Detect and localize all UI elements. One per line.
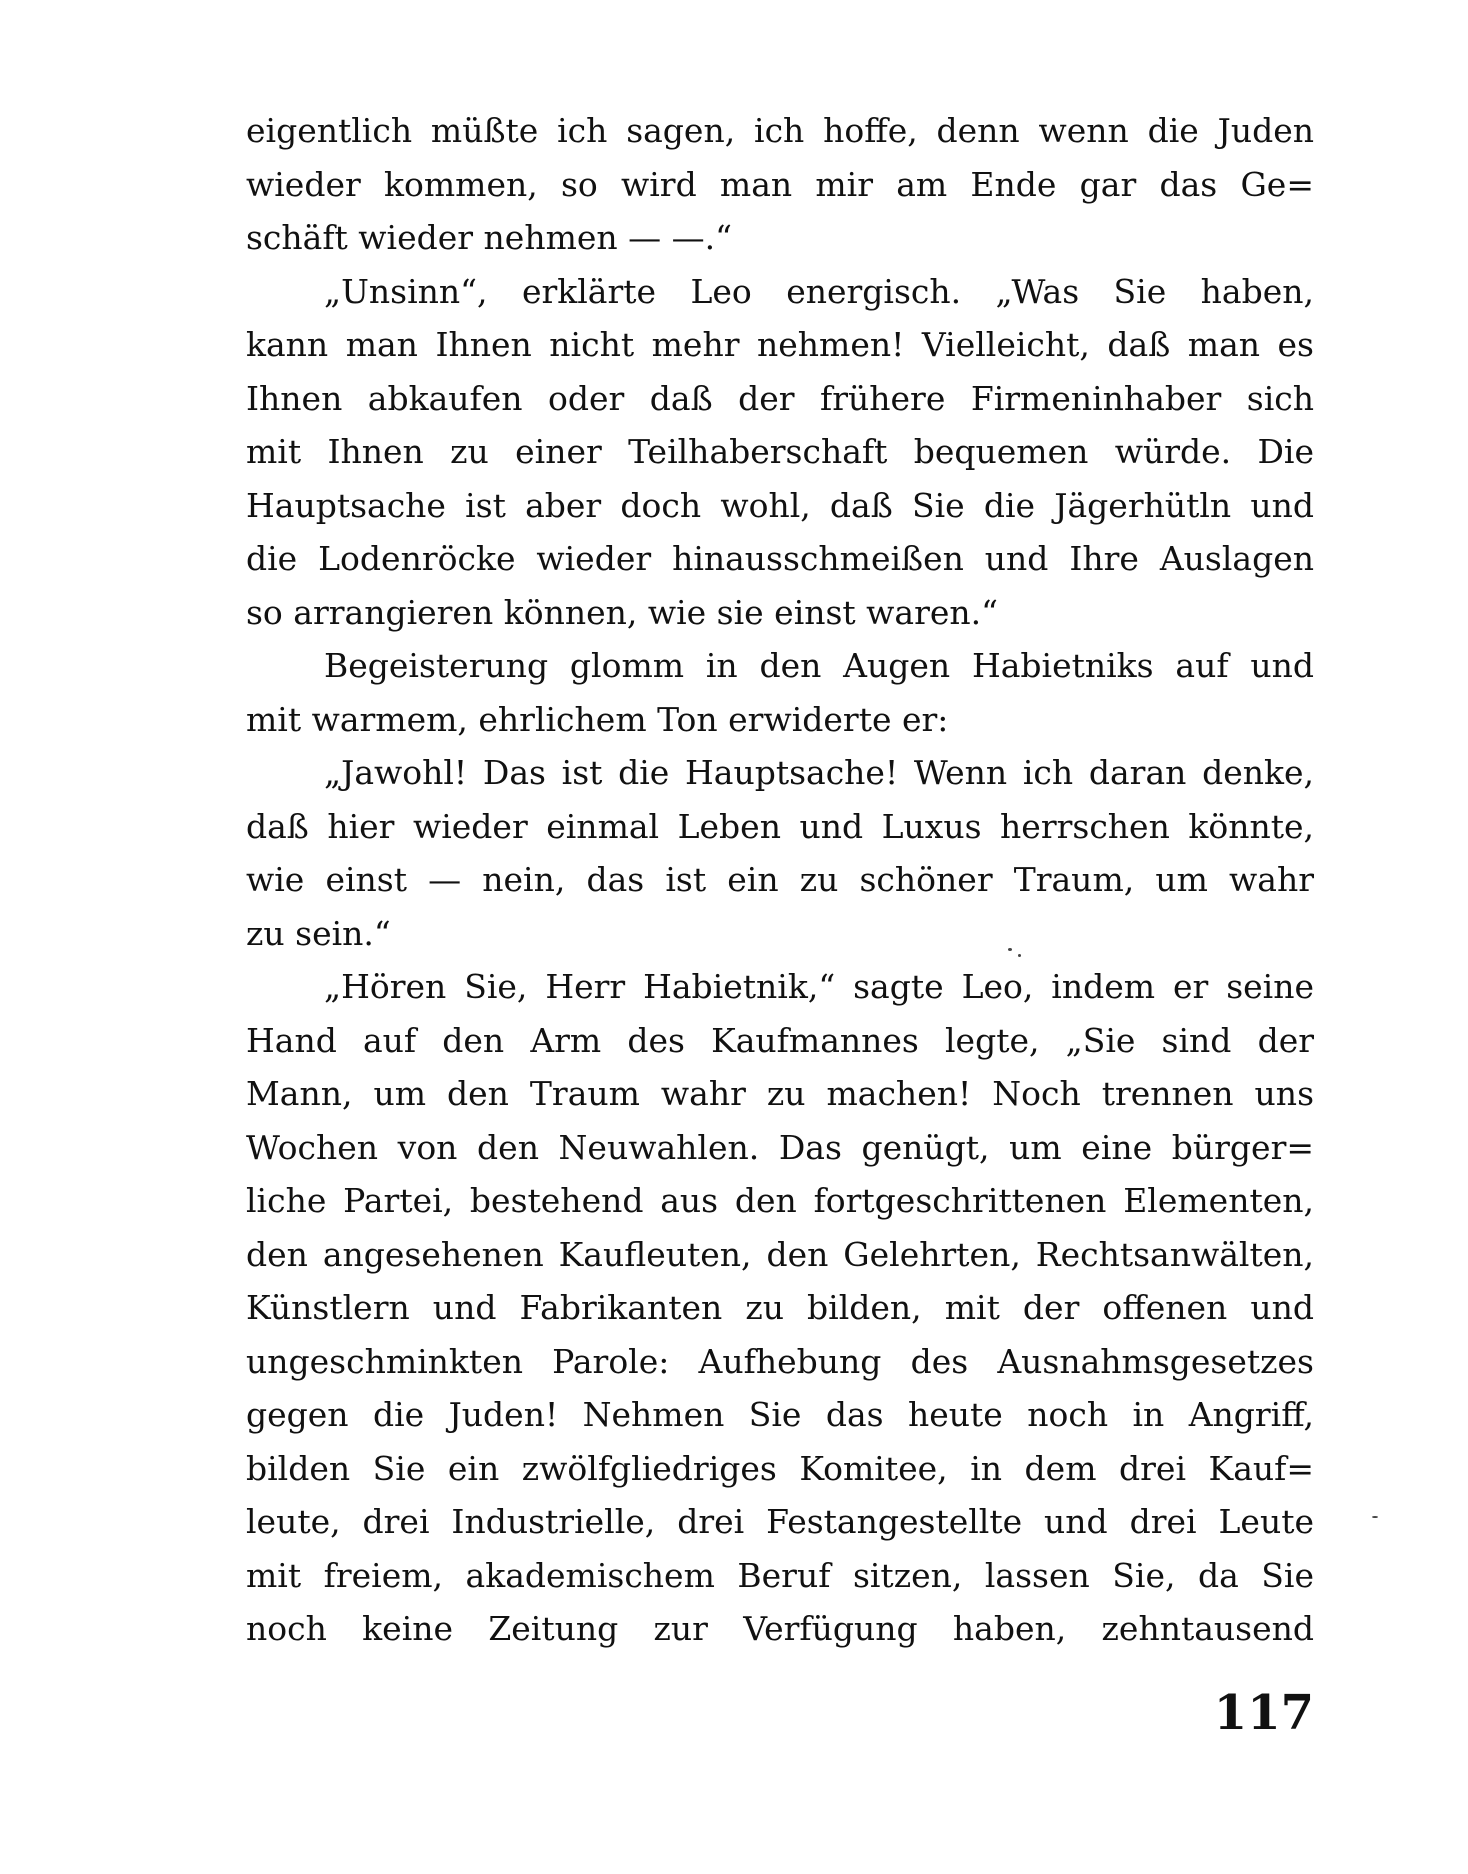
text-line: mit warmem, ehrlichem Ton erwiderte er:: [246, 699, 949, 739]
text-line: Künstlern und Fabrikanten zu bilden, mit der offenen und: [246, 1288, 1314, 1327]
text-line: gegen die Juden! Nehmen Sie das heute noch in Angriff,: [246, 1395, 1314, 1434]
text-line: so arrangieren können, wie sie einst waren.“: [246, 592, 999, 632]
text-line: ungeschminkten Parole: Aufhebung des Ausnahmsgesetzes: [246, 1341, 1314, 1381]
text-line: wieder kommen, so wird man mir am Ende gar das Ge=: [246, 164, 1314, 204]
text-line: wie einst — nein, das ist ein zu schöner Traum, um wahr: [246, 860, 1314, 899]
scan-speck: [1008, 948, 1012, 951]
text-line: Begeisterung glomm in den Augen Habietniks auf und: [324, 646, 1314, 685]
text-line: kann man Ihnen nicht mehr nehmen! Vielleicht, daß man es: [246, 325, 1314, 364]
text-line: Ihnen abkaufen oder daß der frühere Firmeninhaber sich: [246, 378, 1314, 418]
text-line: Hand auf den Arm des Kaufmannes legte, „Sie sind der: [246, 1020, 1314, 1060]
text-line: mit freiem, akademischem Beruf sitzen, lassen Sie, da Sie: [246, 1555, 1314, 1595]
scan-speck: [1372, 1516, 1378, 1518]
text-line: „Unsinn“, erklärte Leo energisch. „Was Sie haben,: [324, 271, 1314, 311]
text-line: schäft wieder nehmen — —.“: [246, 218, 733, 257]
text-line: leute, drei Industrielle, drei Festangestellte und drei Leute: [246, 1502, 1314, 1541]
text-line: liche Partei, bestehend aus den fortgeschrittenen Elementen,: [246, 1181, 1314, 1220]
text-line: Hauptsache ist aber doch wohl, daß Sie die Jägerhütln und: [246, 485, 1314, 525]
text-line: eigentlich müßte ich sagen, ich hoffe, denn wenn die Juden: [246, 111, 1314, 150]
body-text: [246, 104, 1314, 1656]
text-line: zu sein.“: [246, 913, 391, 953]
text-line: noch keine Zeitung zur Verfügung haben, zehntausend: [246, 1609, 1314, 1648]
text-line: daß hier wieder einmal Leben und Luxus herrschen könnte,: [246, 806, 1314, 846]
text-line: bilden Sie ein zwölfgliedriges Komitee, in dem drei Kauf=: [246, 1448, 1314, 1488]
text-line: „Jawohl! Das ist die Hauptsache! Wenn ich daran denke,: [324, 753, 1314, 792]
text-line: Wochen von den Neuwahlen. Das genügt, um eine bürger=: [246, 1127, 1314, 1167]
text-line: mit Ihnen zu einer Teilhaberschaft bequemen würde. Die: [246, 432, 1314, 471]
page-number: 117: [1213, 1685, 1314, 1741]
text-line: Mann, um den Traum wahr zu machen! Noch trennen uns: [246, 1074, 1314, 1113]
text-line: die Lodenröcke wieder hinausschmeißen und Ihre Auslagen: [246, 539, 1314, 578]
scan-speck: [1018, 954, 1021, 957]
text-line: „Hören Sie, Herr Habietnik,“ sagte Leo, indem er seine: [324, 967, 1314, 1006]
text-line: den angesehenen Kaufleuten, den Gelehrten, Rechtsanwälten,: [246, 1234, 1314, 1274]
